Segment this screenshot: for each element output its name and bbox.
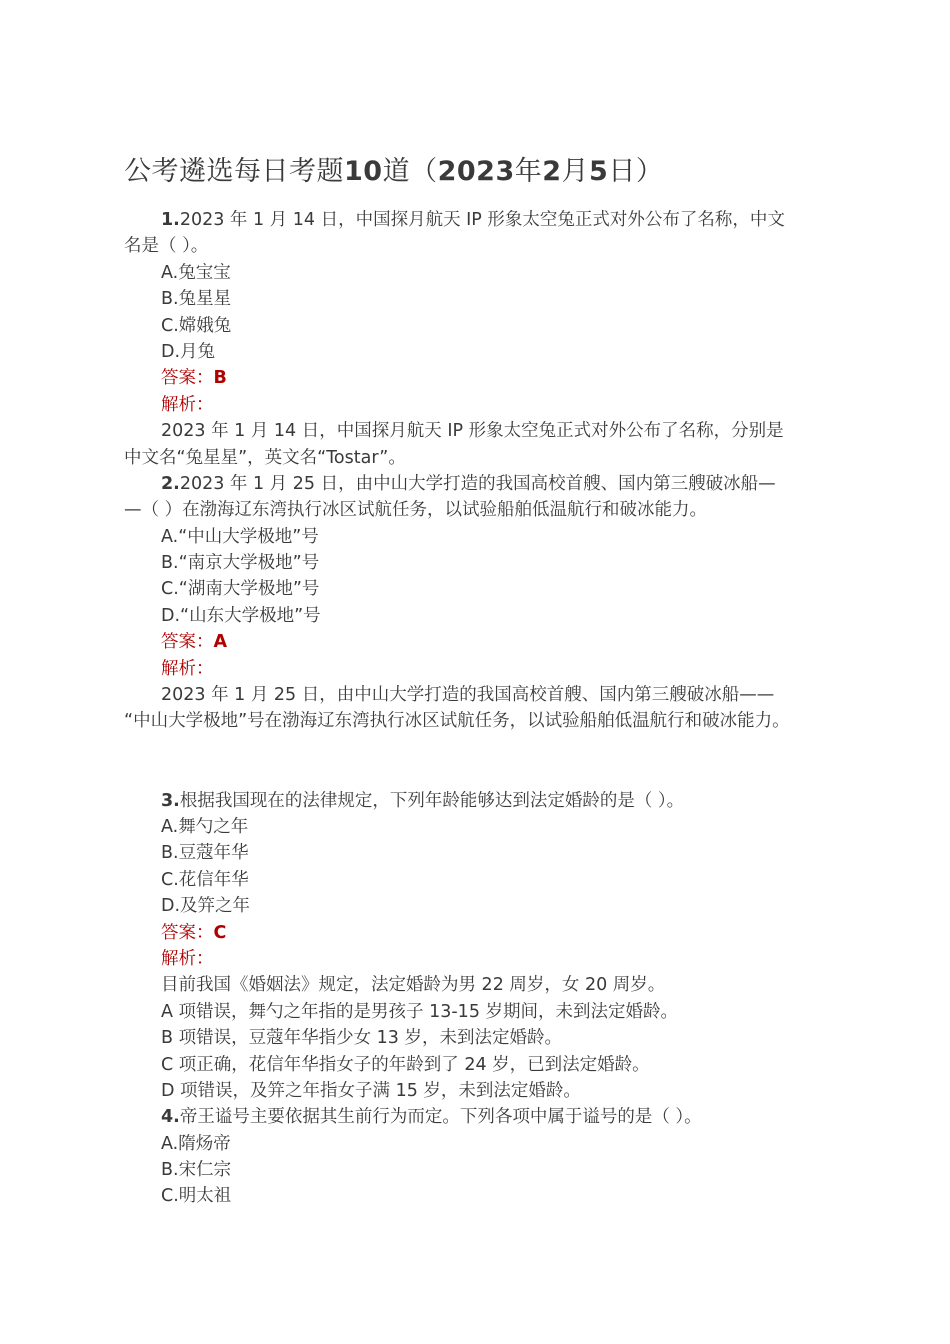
question-text: 帝王谥号主要依据其生前行为而定。下列各项中属于谥号的是（ ）。 — [179, 1107, 702, 1128]
answer-line — [124, 365, 846, 391]
title-count: 10 — [344, 156, 383, 187]
option-d: D.及笄之年 — [161, 896, 251, 917]
explanation-text: D 项错误，及笄之年指女子满 15 岁，未到法定婚龄。 — [161, 1080, 581, 1101]
question-stem-continued: 名是（ ）。 — [124, 236, 209, 257]
option-b: B.宋仁宗 — [161, 1160, 232, 1181]
title-text: 道（ — [382, 156, 438, 187]
explanation-label: 解析： — [161, 394, 214, 415]
option-a: A.“中山大学极地”号 — [161, 526, 319, 547]
answer-value: C — [213, 922, 227, 943]
title-year: 2023 — [437, 156, 515, 187]
answer-label: 答案： — [161, 368, 214, 389]
question-list — [124, 207, 846, 1210]
question-3 — [124, 788, 846, 1105]
question-4 — [124, 1104, 846, 1210]
option-a: A.舞勺之年 — [161, 817, 249, 837]
question-number: 4. — [161, 1107, 180, 1128]
answer-label: 答案： — [161, 922, 214, 943]
answer-line — [124, 629, 846, 655]
title-text: 日） — [608, 156, 664, 187]
page-title — [124, 152, 663, 192]
question-stem — [124, 471, 846, 497]
option-a: A.隋炀帝 — [161, 1133, 231, 1154]
question-stem — [124, 1104, 846, 1130]
title-text: 年 — [514, 156, 543, 187]
option-d: D.月兔 — [161, 341, 216, 362]
question-2 — [124, 471, 846, 735]
option-d: D.“山东大学极地”号 — [161, 605, 321, 626]
question-stem — [124, 788, 846, 814]
option-a: A.兔宝宝 — [161, 262, 231, 283]
answer-line — [124, 920, 846, 946]
question-text: 2023 年 1 月 14 日，中国探月航天 IP 形象太空兔正式对外公布了名称，中文 — [179, 210, 785, 230]
option-c: C.嫦娥兔 — [161, 315, 232, 336]
explanation-text: C 项正确，花信年华指女子的年龄到了 24 岁，已到法定婚龄。 — [161, 1054, 650, 1075]
explanation-text: “中山大学极地”号在渤海辽东湾执行冰区试航任务，以试验船舶低温航行和破冰能力。 — [124, 711, 790, 732]
title-month: 2 — [542, 156, 562, 187]
explanation-text: 2023 年 1 月 25 日，由中山大学打造的我国高校首艘、国内第三艘破冰船—— — [161, 685, 775, 706]
explanation-text: A 项错误，舞勺之年指的是男孩子 13-15 岁期间，未到法定婚龄。 — [161, 1001, 679, 1022]
option-c: C.明太祖 — [161, 1186, 232, 1207]
option-c: C.“湖南大学极地”号 — [161, 579, 320, 600]
question-number: 3. — [161, 790, 180, 811]
option-b: B.兔星星 — [161, 289, 232, 310]
option-c: C.花信年华 — [161, 869, 249, 890]
explanation-text: B 项错误，豆蔻年华指少女 13 岁，未到法定婚龄。 — [161, 1028, 562, 1049]
title-text: 月 — [561, 156, 590, 187]
title-text: 公考遴选每日考题 — [124, 156, 344, 187]
explanation-text: 2023 年 1 月 14 日，中国探月航天 IP 形象太空兔正式对外公布了名称，分别是 — [161, 421, 784, 442]
answer-value: B — [213, 368, 227, 389]
explanation-label: 解析： — [161, 948, 214, 969]
answer-value: A — [213, 632, 228, 653]
option-b: B.豆蔻年华 — [161, 843, 249, 864]
title-day: 5 — [589, 156, 609, 187]
answer-label: 答案： — [161, 632, 214, 653]
question-text: 根据我国现在的法律规定，下列年龄能够达到法定婚龄的是（ ）。 — [179, 790, 685, 811]
question-number: 2. — [161, 473, 180, 494]
question-number: 1. — [161, 210, 180, 230]
explanation-text: 目前我国《婚姻法》规定，法定婚龄为男 22 周岁，女 20 周岁。 — [161, 975, 666, 996]
explanation-label: 解析： — [161, 658, 214, 679]
option-b: B.“南京大学极地”号 — [161, 553, 320, 574]
question-1 — [124, 207, 846, 471]
question-stem — [124, 207, 846, 233]
question-stem-continued: —（ ）在渤海辽东湾执行冰区试航任务，以试验船舶低温航行和破冰能力。 — [124, 500, 708, 521]
explanation-text: 中文名“兔星星”，英文名“Tostar”。 — [124, 447, 406, 468]
spacer — [124, 735, 846, 788]
question-text: 2023 年 1 月 25 日，由中山大学打造的我国高校首艘、国内第三艘破冰船— — [179, 473, 776, 494]
